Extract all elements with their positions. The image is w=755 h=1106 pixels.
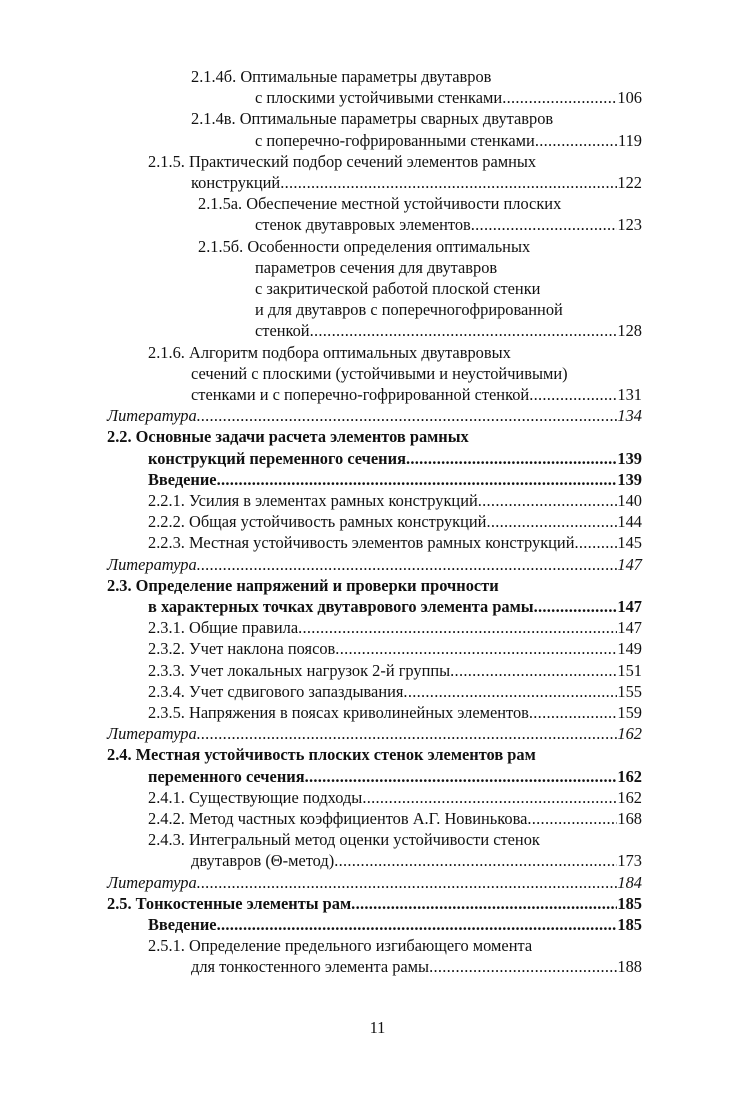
toc-page-number: 159	[617, 703, 642, 722]
toc-page-number: 151	[617, 660, 642, 680]
toc-entry-title: с поперечно-гофрированными стенками	[255, 130, 535, 150]
toc-leader-dots	[478, 490, 618, 511]
toc-page-number: 188	[617, 957, 642, 977]
toc-leader-dots	[529, 702, 618, 723]
toc-entry-title: переменного сечения	[148, 766, 305, 786]
toc-entry-line: и для двутавров с поперечногофрированной	[255, 300, 563, 320]
toc-page-number: 106	[617, 88, 642, 108]
toc-leader-dots	[406, 448, 617, 469]
toc-entry-line: 2.1.5. Практический подбор сечений элементов рамных	[148, 151, 537, 171]
toc-entry-line: 2.1.6. Алгоритм подбора оптимальных двутавровых	[148, 342, 511, 362]
toc-entry-title: конструкций	[191, 173, 281, 192]
toc-page-number: 162	[617, 724, 642, 744]
toc-page-number: 147	[617, 597, 642, 616]
toc-entry-title: с плоскими устойчивыми стенками	[255, 88, 503, 108]
toc-leader-dots	[535, 130, 618, 151]
toc-entry-title: 2.3.4. Учет сдвигового запаздывания	[148, 681, 404, 701]
toc-page-number: 173	[617, 851, 642, 871]
toc-entry-title: стенок двутавровых элементов	[255, 215, 471, 235]
toc-entry-title: 2.3.1. Общие правила	[148, 618, 299, 638]
toc-page-number: 185	[617, 893, 642, 913]
toc-entry-title: двутавров (Θ-метод)	[191, 851, 335, 871]
toc-leader-dots	[486, 511, 617, 532]
toc-entry-title: Введение	[148, 469, 217, 489]
toc-leader-dots	[335, 638, 617, 659]
toc-entry[interactable]	[148, 681, 642, 702]
toc-entry[interactable]	[255, 87, 642, 108]
toc-page-number: 162	[617, 766, 642, 786]
toc-page-number: 147	[617, 618, 642, 638]
toc-entry[interactable]	[255, 320, 642, 341]
toc-entry-title: Литература	[107, 724, 197, 744]
toc-entry[interactable]	[107, 405, 642, 426]
toc-page-number: 144	[617, 512, 642, 532]
toc-leader-dots	[450, 660, 617, 681]
toc-leader-dots	[362, 787, 617, 808]
toc-entry[interactable]	[148, 638, 642, 659]
toc-entry-title: 2.3.2. Учет наклона поясов	[148, 639, 336, 659]
toc-page-number: 123	[617, 215, 642, 235]
toc-entry[interactable]	[191, 384, 642, 405]
toc-leader-dots	[429, 956, 617, 977]
toc-entry-title: Литература	[107, 406, 197, 426]
toc-leader-dots	[527, 808, 617, 829]
toc-entry[interactable]	[107, 872, 642, 893]
toc-leader-dots	[197, 872, 618, 893]
toc-leader-dots	[197, 723, 618, 744]
toc-entry-title: 2.2.2. Общая устойчивость рамных конструкций	[148, 512, 487, 532]
toc-leader-dots	[334, 850, 617, 871]
toc-entry-line: 2.4.3. Интегральный метод оценки устойчивости стенок	[148, 830, 540, 850]
toc-leader-dots	[305, 766, 618, 787]
toc-page-number: 131	[617, 385, 642, 404]
toc-entry-title: 2.4.1. Существующие подходы	[148, 787, 363, 807]
toc-entry-line: с закритической работой плоской стенки	[255, 279, 541, 298]
toc-entry-title: Литература	[107, 872, 197, 892]
toc-leader-dots	[298, 617, 617, 638]
toc-entry-title: стенкой	[255, 321, 310, 341]
toc-leader-dots	[217, 914, 618, 935]
toc-entry-line: 2.2. Основные задачи расчета элементов рамных	[107, 427, 469, 447]
toc-leader-dots	[529, 384, 617, 405]
toc-entry-title: стенками и с поперечно-гофрированной стенкой	[191, 385, 530, 404]
toc-entry[interactable]	[107, 723, 642, 744]
toc-leader-dots	[351, 893, 617, 914]
toc-leader-dots	[502, 87, 617, 108]
toc-page-number: 149	[617, 639, 642, 659]
toc-page-number: 145	[617, 533, 642, 553]
toc-page-number: 185	[617, 915, 642, 934]
toc-leader-dots	[217, 469, 618, 490]
toc-page-number: 147	[617, 554, 642, 574]
toc-page-number: 184	[617, 872, 642, 892]
toc-entry-line: 2.1.4б. Оптимальные параметры двутавров	[191, 67, 492, 86]
toc-entry[interactable]	[191, 956, 642, 977]
toc-entry[interactable]	[255, 130, 642, 151]
toc-entry-title: в характерных точках двутаврового элемента рамы	[148, 597, 534, 616]
toc-entry[interactable]	[107, 554, 642, 575]
toc-page-number: 168	[617, 809, 642, 828]
toc-entry[interactable]	[148, 660, 642, 681]
toc-leader-dots	[471, 214, 618, 235]
toc-entry-line: 2.1.5б. Особенности определения оптимальных	[198, 236, 531, 256]
toc-entry-title: 2.5. Тонкостенные элементы рам	[107, 893, 352, 913]
toc-leader-dots	[280, 172, 617, 193]
toc-leader-dots	[574, 532, 617, 553]
toc-page-number: 140	[617, 491, 642, 510]
toc-page-number: 139	[617, 469, 642, 489]
toc-leader-dots	[310, 320, 618, 341]
toc-entry[interactable]	[148, 787, 642, 808]
toc-entry-title: 2.3.5. Напряжения в поясах криволинейных элементов	[148, 703, 529, 722]
page-number: 11	[369, 1018, 386, 1037]
toc-page-number: 122	[617, 173, 642, 192]
toc-entry[interactable]	[148, 808, 642, 829]
toc-entry-line: 2.4. Местная устойчивость плоских стенок элементов рам	[107, 745, 536, 765]
toc-entry-title: 2.2.3. Местная устойчивость элементов рамных конструкций	[148, 533, 575, 553]
toc-entry-line: 2.1.4в. Оптимальные параметры сварных двутавров	[191, 109, 554, 129]
toc-entry[interactable]	[148, 469, 642, 490]
toc-entry-title: конструкций переменного сечения	[148, 448, 406, 468]
toc-page-number: 119	[618, 130, 642, 150]
toc-entry-line: 2.1.5а. Обеспечение местной устойчивости плоских	[198, 194, 562, 214]
toc-leader-dots	[403, 681, 617, 702]
toc-leader-dots	[534, 596, 618, 617]
toc-page-number: 155	[617, 681, 642, 701]
toc-entry-title: Литература	[107, 554, 197, 574]
toc-entry[interactable]	[148, 532, 642, 553]
toc-leader-dots	[197, 554, 618, 575]
toc-entry[interactable]	[148, 596, 642, 617]
toc-entry[interactable]	[191, 850, 642, 871]
toc-leader-dots	[197, 405, 618, 426]
toc-entry[interactable]	[148, 766, 642, 787]
toc-page-number: 139	[617, 448, 642, 468]
toc-entry[interactable]	[191, 172, 642, 193]
toc-entry[interactable]	[148, 914, 642, 935]
toc-entry-line: параметров сечения для двутавров	[255, 257, 498, 277]
toc-entry-title: 2.2.1. Усилия в элементах рамных конструкций	[148, 491, 478, 510]
toc-entry-title: 2.4.2. Метод частных коэффициентов А.Г. Новинькова	[148, 809, 528, 828]
toc-entry[interactable]	[148, 511, 642, 532]
toc-entry[interactable]	[148, 702, 642, 723]
toc-entry-title: 2.3.3. Учет локальных нагрузок 2-й группы	[148, 660, 451, 680]
toc-entry[interactable]	[107, 893, 642, 914]
toc-page-number: 134	[617, 406, 642, 426]
toc-entry-title: для тонкостенного элемента рамы	[191, 957, 430, 977]
toc-entry-line: 2.3. Определение напряжений и проверки прочности	[107, 575, 499, 595]
toc-entry[interactable]	[148, 448, 642, 469]
toc-entry-title: Введение	[148, 915, 217, 934]
toc-entry-line: 2.5.1. Определение предельного изгибающего момента	[148, 936, 533, 956]
toc-page-number: 128	[617, 321, 642, 341]
toc-entry[interactable]	[148, 490, 642, 511]
toc-entry[interactable]	[148, 617, 642, 638]
toc-page-number: 162	[617, 787, 642, 807]
toc-entry[interactable]	[255, 214, 642, 235]
toc-entry-line: сечений с плоскими (устойчивыми и неустойчивыми)	[191, 363, 568, 383]
